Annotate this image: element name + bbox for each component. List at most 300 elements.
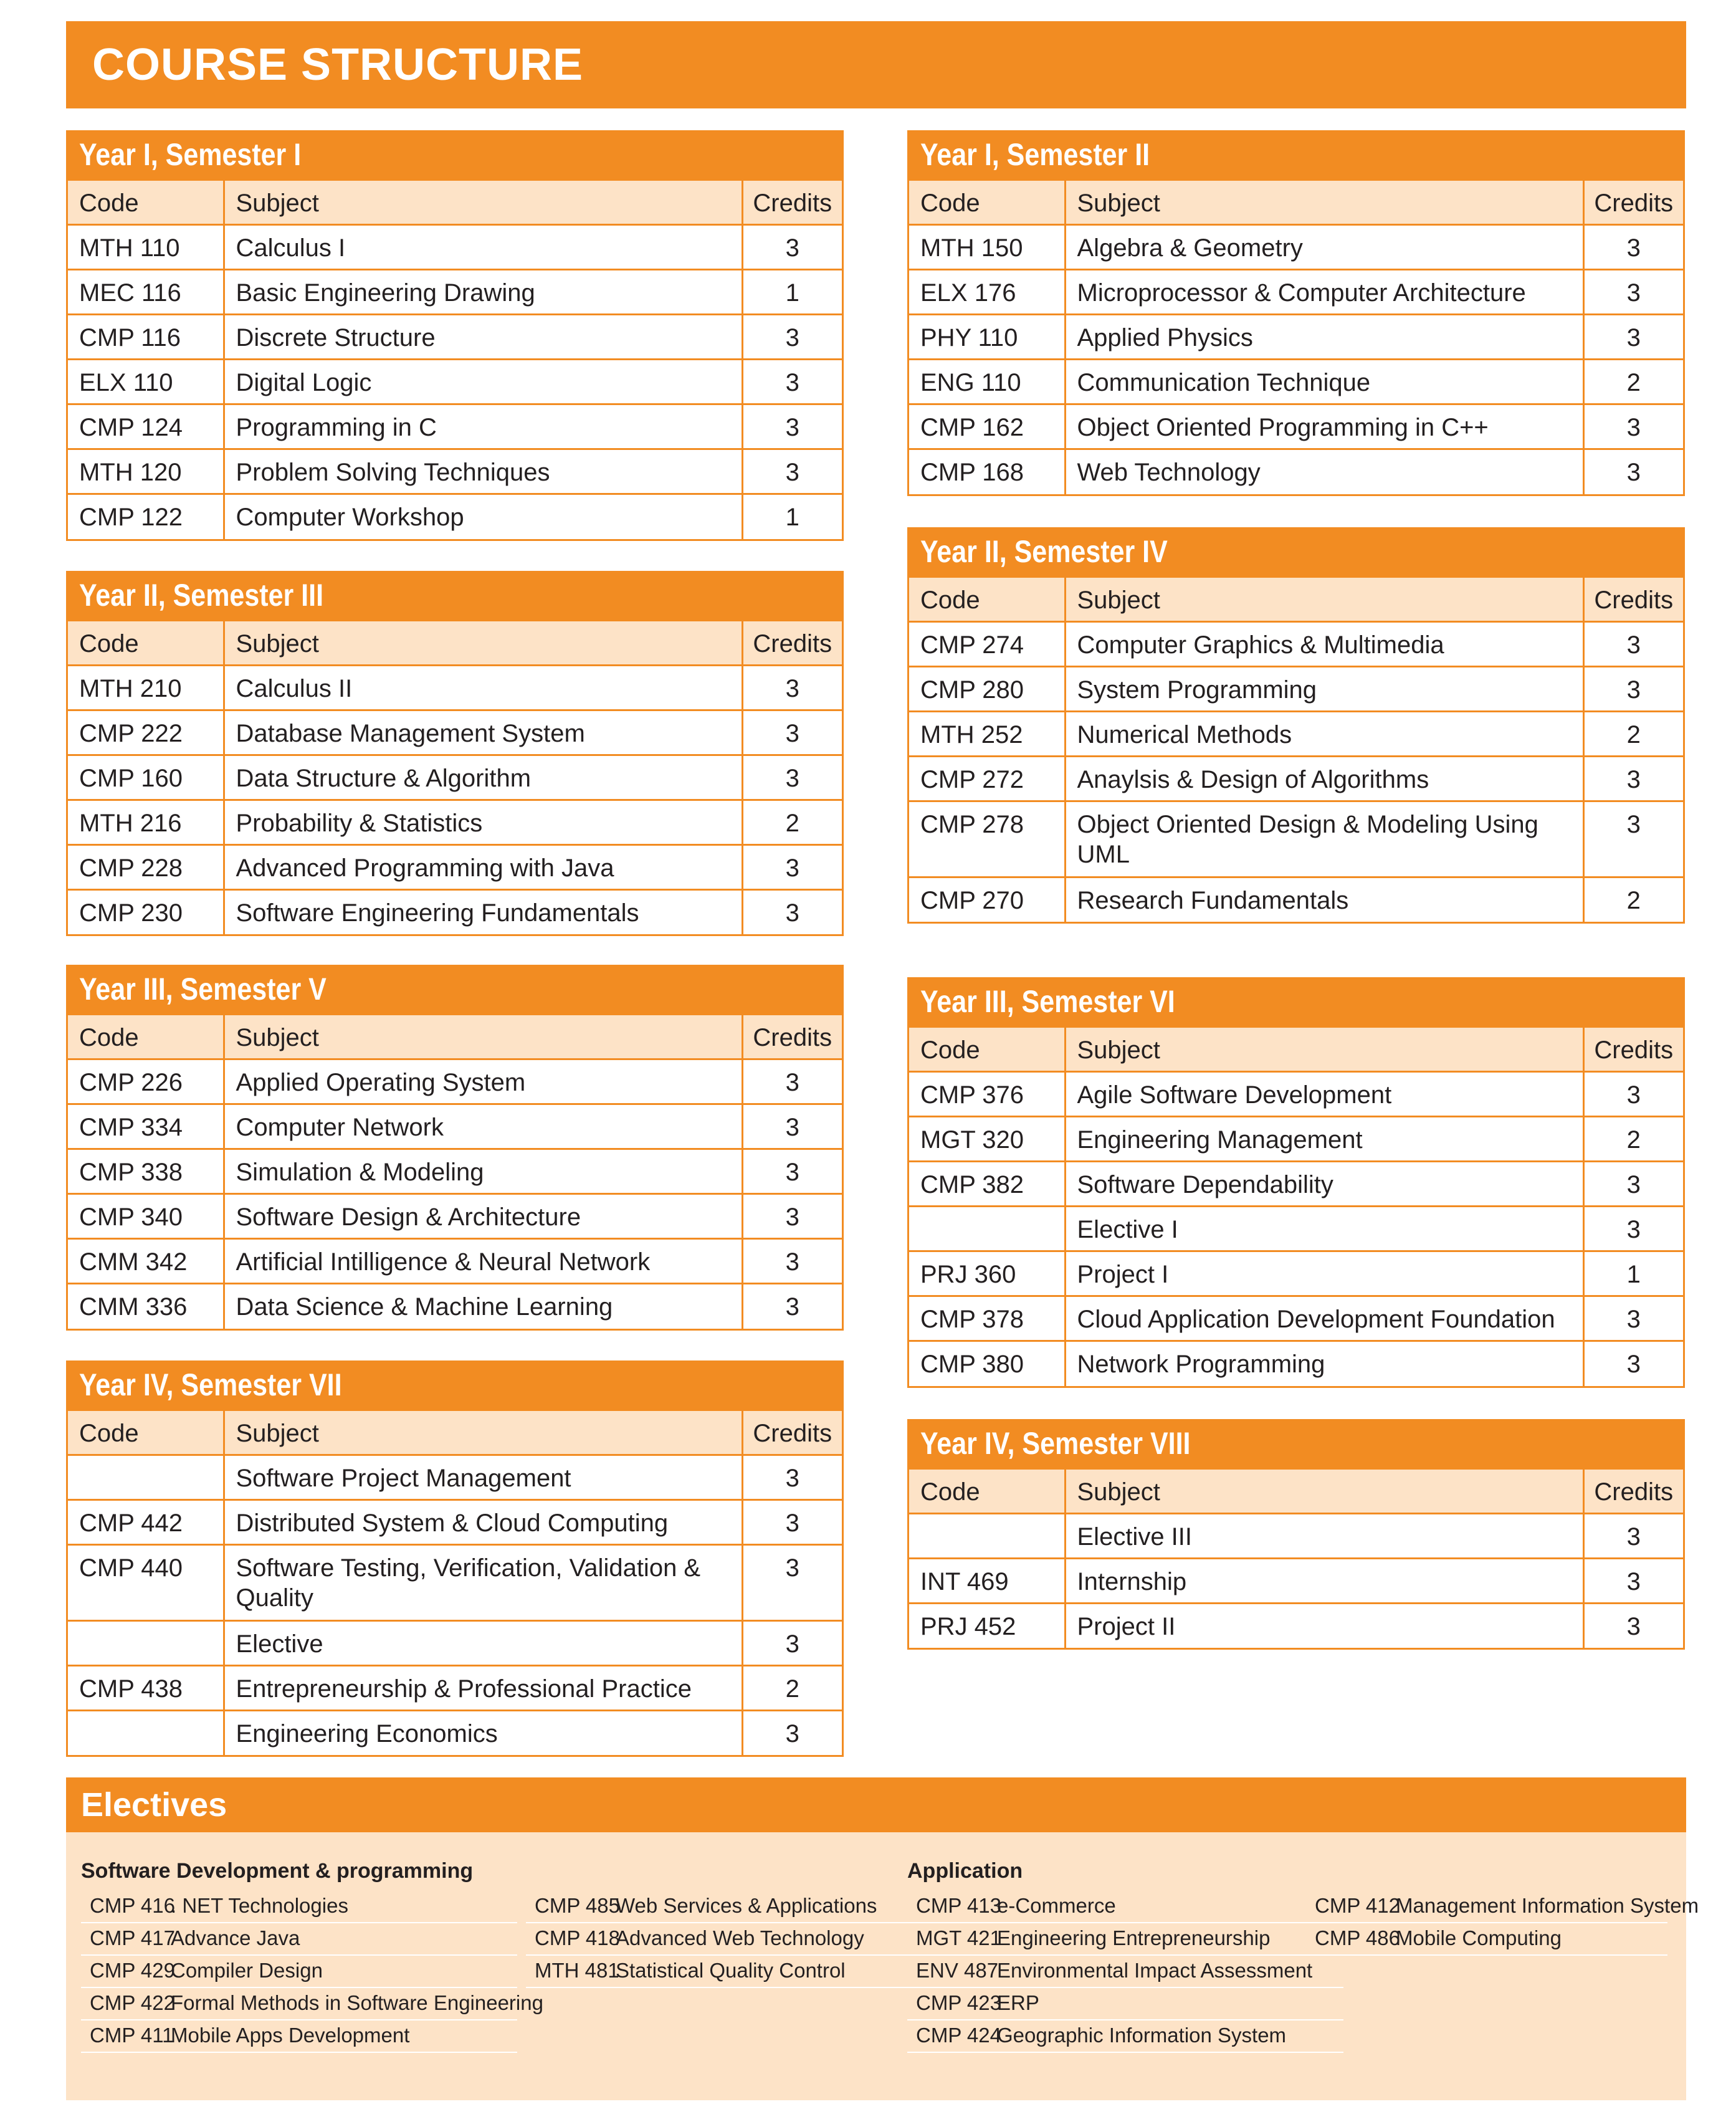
course-credits: 3 — [742, 1194, 842, 1239]
header-credits: Credits — [742, 1410, 842, 1455]
course-credits: 3 — [742, 225, 842, 270]
header-subject: Subject — [224, 1015, 742, 1059]
semester-title — [909, 977, 1683, 1026]
header-subject: Subject — [1065, 1027, 1583, 1072]
table-row — [68, 1620, 842, 1665]
course-subject: Elective III — [1065, 1513, 1583, 1558]
course-code: CMP 440 — [68, 1544, 224, 1620]
elective-list — [81, 1891, 543, 2053]
header-subject: Subject — [224, 180, 742, 225]
application-electives — [907, 1857, 1023, 1891]
electives-section — [66, 1777, 1699, 2100]
table-header-row — [909, 180, 1683, 225]
table-row — [909, 1162, 1683, 1207]
course-credits: 1 — [1583, 1251, 1683, 1296]
list-item — [81, 1988, 543, 2020]
list-item — [907, 2020, 1343, 2053]
course-credits: 3 — [1583, 1513, 1683, 1558]
elective-code: CMP 423 — [916, 1991, 1001, 2014]
semester-title-text: Year IV, Semester VIII — [920, 1425, 1191, 1461]
software-electives-title: Software Development & programming — [81, 1859, 474, 1883]
course-subject: Computer Network — [224, 1104, 742, 1149]
course-credits: 3 — [742, 1620, 842, 1665]
course-credits: 3 — [742, 449, 842, 494]
course-subject: Network Programming — [1065, 1341, 1583, 1386]
header-subject: Subject — [1065, 576, 1583, 621]
course-credits: 3 — [1583, 666, 1683, 711]
table-header-row — [909, 1468, 1683, 1513]
course-credits: 3 — [742, 360, 842, 404]
course-code: CMM 342 — [68, 1239, 224, 1284]
course-credits: 2 — [742, 800, 842, 844]
course-credits: 2 — [1583, 877, 1683, 922]
elective-name: ERP — [997, 1991, 1039, 2014]
course-code: CMP 162 — [909, 404, 1065, 449]
course-subject: Data Structure & Algorithm — [224, 755, 742, 800]
header-code: Code — [909, 1468, 1065, 1513]
right-column — [907, 130, 1685, 1650]
elective-name: Web Services & Applications — [616, 1894, 877, 1917]
course-table — [68, 619, 842, 935]
course-credits: 3 — [1583, 1558, 1683, 1603]
table-row — [68, 360, 842, 404]
semester-title-text: Year I, Semester II — [920, 137, 1150, 172]
course-code: MTH 216 — [68, 800, 224, 844]
table-row — [909, 225, 1683, 270]
table-row — [909, 1513, 1683, 1558]
table-row — [68, 1194, 842, 1239]
course-code: PHY 110 — [909, 315, 1065, 360]
elective-code: MTH 481 — [535, 1959, 619, 1982]
course-table — [68, 1409, 842, 1756]
elective-name: Statistical Quality Control — [616, 1959, 846, 1982]
table-row — [909, 1341, 1683, 1386]
semester-title-text: Year III, Semester VI — [920, 984, 1175, 1019]
table-row — [909, 621, 1683, 666]
list-item — [907, 1923, 1343, 1956]
semester-title — [68, 965, 842, 1013]
header-credits: Credits — [742, 1015, 842, 1059]
course-credits: 3 — [1583, 1207, 1683, 1251]
course-code: CMP 378 — [909, 1296, 1065, 1341]
course-code: MTH 210 — [68, 665, 224, 710]
list-item — [907, 1891, 1343, 1923]
table-header-row — [68, 620, 842, 665]
course-code — [909, 1513, 1065, 1558]
course-code: MTH 252 — [909, 711, 1065, 756]
course-subject: Project II — [1065, 1603, 1583, 1648]
course-code: MEC 116 — [68, 270, 224, 315]
course-code: MTH 110 — [68, 225, 224, 270]
course-subject: Artificial Intilligence & Neural Network — [224, 1239, 742, 1284]
table-row — [909, 360, 1683, 404]
table-row — [68, 1544, 842, 1620]
table-row — [68, 889, 842, 934]
course-code: ENG 110 — [909, 360, 1065, 404]
course-code: CMP 230 — [68, 889, 224, 934]
elective-name: Mobile Apps Development — [171, 2024, 410, 2047]
course-table — [909, 1468, 1683, 1648]
elective-code: CMP 486 — [1315, 1926, 1400, 1949]
course-credits: 3 — [1583, 1603, 1683, 1648]
course-subject: Microprocessor & Computer Architecture — [1065, 270, 1583, 315]
course-subject: Software Testing, Verification, Validation & Quality — [224, 1544, 742, 1620]
table-row — [68, 1710, 842, 1755]
elective-code: CMP 485 — [535, 1894, 620, 1917]
table-row — [909, 404, 1683, 449]
course-code: CMP 278 — [909, 801, 1065, 877]
semester-title — [68, 130, 842, 179]
table-header-row — [68, 1410, 842, 1455]
table-row — [909, 711, 1683, 756]
course-code: CMP 438 — [68, 1665, 224, 1710]
table-row — [68, 844, 842, 889]
table-header-row — [909, 1027, 1683, 1072]
elective-name: Management Information System — [1396, 1894, 1699, 1917]
list-item — [526, 1923, 931, 1956]
elective-name: Engineering Entrepreneurship — [997, 1926, 1271, 1949]
elective-code: CMP 417 — [90, 1926, 175, 1949]
course-code: CMP 228 — [68, 844, 224, 889]
course-subject: Advanced Programming with Java — [224, 844, 742, 889]
table-row — [909, 801, 1683, 877]
table-row — [909, 666, 1683, 711]
table-row — [909, 1072, 1683, 1117]
course-subject: Computer Graphics & Multimedia — [1065, 621, 1583, 666]
course-subject: Digital Logic — [224, 360, 742, 404]
table-row — [909, 315, 1683, 360]
course-credits: 2 — [1583, 1117, 1683, 1162]
course-code: CMP 270 — [909, 877, 1065, 922]
elective-code: CMP 424 — [916, 2024, 1001, 2047]
table-row — [68, 1284, 842, 1329]
course-subject: Simulation & Modeling — [224, 1149, 742, 1194]
course-subject: Software Dependability — [1065, 1162, 1583, 1207]
course-subject: Communication Technique — [1065, 360, 1583, 404]
course-code: MTH 150 — [909, 225, 1065, 270]
header-subject: Subject — [1065, 1468, 1583, 1513]
course-subject: Project I — [1065, 1251, 1583, 1296]
course-subject: Object Oriented Design & Modeling Using UML — [1065, 801, 1583, 877]
course-subject: Discrete Structure — [224, 315, 742, 360]
course-subject: Basic Engineering Drawing — [224, 270, 742, 315]
header-code: Code — [909, 180, 1065, 225]
semester-title — [68, 1360, 842, 1409]
course-credits: 1 — [742, 494, 842, 539]
course-credits: 3 — [742, 1059, 842, 1104]
course-credits: 3 — [742, 710, 842, 755]
course-table — [909, 1026, 1683, 1386]
semester-title-text: Year III, Semester V — [79, 972, 327, 1007]
course-subject: Database Management System — [224, 710, 742, 755]
course-subject: System Programming — [1065, 666, 1583, 711]
list-item — [1306, 1923, 1667, 1956]
table-row — [909, 1207, 1683, 1251]
table-row — [68, 315, 842, 360]
course-code — [68, 1455, 224, 1499]
table-row — [68, 1059, 842, 1104]
table-row — [68, 710, 842, 755]
course-table — [909, 576, 1683, 922]
semester-title-text: Year II, Semester III — [79, 577, 324, 613]
table-row — [68, 225, 842, 270]
elective-code: CMP 429 — [90, 1959, 175, 1982]
header-credits: Credits — [742, 620, 842, 665]
semester-table — [66, 571, 844, 937]
course-subject: Elective I — [1065, 1207, 1583, 1251]
course-subject: Numerical Methods — [1065, 711, 1583, 756]
header-code: Code — [68, 620, 224, 665]
semester-table — [66, 130, 844, 541]
table-row — [68, 1665, 842, 1710]
course-code: CMP 338 — [68, 1149, 224, 1194]
header-credits: Credits — [1583, 1468, 1683, 1513]
header-credits: Credits — [1583, 1027, 1683, 1072]
elective-code: CMP 412 — [1315, 1894, 1400, 1917]
semester-table — [907, 130, 1685, 496]
course-credits: 3 — [1583, 756, 1683, 801]
course-credits: 3 — [742, 755, 842, 800]
header-credits: Credits — [742, 180, 842, 225]
header-subject: Subject — [224, 1410, 742, 1455]
course-code: MTH 120 — [68, 449, 224, 494]
table-row — [68, 665, 842, 710]
course-credits: 3 — [1583, 1162, 1683, 1207]
header-credits: Credits — [1583, 576, 1683, 621]
list-item — [907, 1988, 1343, 2020]
table-row — [68, 404, 842, 449]
course-subject: Software Engineering Fundamentals — [224, 889, 742, 934]
course-credits: 3 — [1583, 404, 1683, 449]
course-credits: 3 — [742, 1710, 842, 1755]
list-item — [81, 1956, 517, 1988]
course-subject: Calculus II — [224, 665, 742, 710]
header-subject: Subject — [1065, 180, 1583, 225]
table-row — [68, 1499, 842, 1544]
course-code: CMP 116 — [68, 315, 224, 360]
table-row — [909, 1558, 1683, 1603]
course-credits: 3 — [1583, 270, 1683, 315]
course-subject: Applied Physics — [1065, 315, 1583, 360]
course-credits: 3 — [1583, 1341, 1683, 1386]
course-code: CMP 168 — [909, 449, 1065, 494]
semester-table — [907, 1419, 1685, 1650]
elective-code: CMP 413 — [916, 1894, 1001, 1917]
elective-code: MGT 421 — [916, 1926, 1001, 1949]
course-code — [68, 1710, 224, 1755]
semester-title — [909, 130, 1683, 179]
elective-list — [907, 1891, 1343, 2053]
course-credits: 3 — [742, 1284, 842, 1329]
course-code: PRJ 360 — [909, 1251, 1065, 1296]
course-subject: Object Oriented Programming in C++ — [1065, 404, 1583, 449]
table-row — [68, 1104, 842, 1149]
elective-name: Advance Java — [171, 1926, 300, 1949]
course-subject: Web Technology — [1065, 449, 1583, 494]
course-subject: Distributed System & Cloud Computing — [224, 1499, 742, 1544]
elective-name: Environmental Impact Assessment — [997, 1959, 1313, 1982]
table-row — [68, 1239, 842, 1284]
course-subject: Calculus I — [224, 225, 742, 270]
course-credits: 3 — [742, 404, 842, 449]
course-code: CMP 376 — [909, 1072, 1065, 1117]
header-credits: Credits — [1583, 180, 1683, 225]
table-row — [909, 1296, 1683, 1341]
application-electives-title: Application — [907, 1859, 1023, 1883]
course-code: MGT 320 — [909, 1117, 1065, 1162]
elective-name: Advanced Web Technology — [616, 1926, 864, 1949]
course-code: ELX 176 — [909, 270, 1065, 315]
table-header-row — [68, 1015, 842, 1059]
course-code: ELX 110 — [68, 360, 224, 404]
course-subject: Internship — [1065, 1558, 1583, 1603]
course-credits: 3 — [742, 1104, 842, 1149]
table-row — [909, 449, 1683, 494]
course-credits: 3 — [742, 1455, 842, 1499]
semester-title-text: Year I, Semester I — [79, 137, 302, 172]
semester-title — [68, 571, 842, 619]
course-subject: Research Fundamentals — [1065, 877, 1583, 922]
course-credits: 3 — [742, 1499, 842, 1544]
course-code: PRJ 452 — [909, 1603, 1065, 1648]
table-row — [68, 494, 842, 539]
header-code: Code — [68, 1015, 224, 1059]
elective-code: CMP 418 — [535, 1926, 620, 1949]
table-row — [909, 1251, 1683, 1296]
course-credits: 3 — [1583, 315, 1683, 360]
table-row — [68, 800, 842, 844]
semester-table — [66, 1360, 844, 1757]
list-item — [81, 2020, 517, 2053]
course-code: CMP 334 — [68, 1104, 224, 1149]
course-credits: 3 — [1583, 449, 1683, 494]
list-item — [526, 1891, 931, 1923]
elective-name: Geographic Information System — [997, 2024, 1287, 2047]
header-code: Code — [909, 576, 1065, 621]
course-code: CMP 380 — [909, 1341, 1065, 1386]
elective-name: Formal Methods in Software Engineering — [171, 1991, 543, 2014]
course-code: CMP 124 — [68, 404, 224, 449]
left-column — [66, 130, 844, 1757]
page-title: COURSE STRUCTURE — [66, 21, 1686, 108]
course-subject: Software Project Management — [224, 1455, 742, 1499]
course-credits: 3 — [742, 844, 842, 889]
elective-list — [526, 1891, 931, 1988]
header-code: Code — [68, 1410, 224, 1455]
course-code: CMP 122 — [68, 494, 224, 539]
course-credits: 3 — [1583, 621, 1683, 666]
course-subject: Software Design & Architecture — [224, 1194, 742, 1239]
table-row — [909, 1603, 1683, 1648]
course-credits: 3 — [1583, 225, 1683, 270]
table-row — [909, 1117, 1683, 1162]
semester-table — [66, 965, 844, 1331]
course-credits: 2 — [1583, 360, 1683, 404]
table-row — [68, 270, 842, 315]
course-subject: Elective — [224, 1620, 742, 1665]
course-subject: Applied Operating System — [224, 1059, 742, 1104]
course-credits: 3 — [742, 315, 842, 360]
course-code: CMP 340 — [68, 1194, 224, 1239]
course-subject: Engineering Management — [1065, 1117, 1583, 1162]
course-credits: 3 — [1583, 1072, 1683, 1117]
elective-name: Mobile Computing — [1396, 1926, 1562, 1949]
semester-title — [909, 1419, 1683, 1468]
course-subject: Entrepreneurship & Professional Practice — [224, 1665, 742, 1710]
electives-title: Electives — [66, 1777, 1686, 1832]
course-subject: Engineering Economics — [224, 1710, 742, 1755]
course-code: CMP 222 — [68, 710, 224, 755]
course-credits: 3 — [742, 1239, 842, 1284]
course-code: CMP 280 — [909, 666, 1065, 711]
course-subject: Problem Solving Techniques — [224, 449, 742, 494]
course-credits: 2 — [742, 1665, 842, 1710]
course-code: CMP 226 — [68, 1059, 224, 1104]
table-header-row — [68, 180, 842, 225]
course-credits: 2 — [1583, 711, 1683, 756]
header-code: Code — [68, 180, 224, 225]
course-subject: Cloud Application Development Foundation — [1065, 1296, 1583, 1341]
course-code: CMP 274 — [909, 621, 1065, 666]
course-code: CMP 160 — [68, 755, 224, 800]
course-code: CMP 442 — [68, 1499, 224, 1544]
list-item — [81, 1923, 517, 1956]
semester-title-text: Year IV, Semester VII — [79, 1367, 342, 1402]
course-table — [68, 1013, 842, 1329]
semester-title — [909, 527, 1683, 576]
list-item — [907, 1956, 1343, 1988]
course-code: CMP 272 — [909, 756, 1065, 801]
table-row — [909, 270, 1683, 315]
course-subject: Anaylsis & Design of Algorithms — [1065, 756, 1583, 801]
course-subject: Data Science & Machine Learning — [224, 1284, 742, 1329]
elective-name: Compiler Design — [171, 1959, 323, 1982]
course-credits: 3 — [742, 665, 842, 710]
list-item — [1306, 1891, 1699, 1923]
table-row — [909, 877, 1683, 922]
course-credits: 3 — [742, 1149, 842, 1194]
course-code — [909, 1207, 1065, 1251]
elective-name: . NET Technologies — [171, 1894, 348, 1917]
course-credits: 3 — [742, 1544, 842, 1620]
elective-code: ENV 487 — [916, 1959, 999, 1982]
header-code: Code — [909, 1027, 1065, 1072]
course-table — [909, 179, 1683, 494]
course-subject: Programming in C — [224, 404, 742, 449]
elective-code: CMP 416 — [90, 1894, 175, 1917]
course-subject: Algebra & Geometry — [1065, 225, 1583, 270]
table-row — [68, 755, 842, 800]
header-subject: Subject — [224, 620, 742, 665]
table-row — [68, 1149, 842, 1194]
semester-table — [907, 977, 1685, 1388]
course-subject: Probability & Statistics — [224, 800, 742, 844]
elective-code: CMP 411 — [90, 2024, 174, 2047]
elective-name: e-Commerce — [997, 1894, 1116, 1917]
semester-title-text: Year II, Semester IV — [920, 533, 1168, 569]
software-electives — [81, 1857, 473, 1891]
course-credits: 3 — [1583, 1296, 1683, 1341]
table-header-row — [909, 576, 1683, 621]
table-row — [909, 756, 1683, 801]
course-code: CMP 382 — [909, 1162, 1065, 1207]
course-credits: 3 — [1583, 801, 1683, 877]
table-row — [68, 449, 842, 494]
course-credits: 3 — [742, 889, 842, 934]
list-item — [526, 1956, 931, 1988]
course-subject: Agile Software Development — [1065, 1072, 1583, 1117]
course-subject: Computer Workshop — [224, 494, 742, 539]
